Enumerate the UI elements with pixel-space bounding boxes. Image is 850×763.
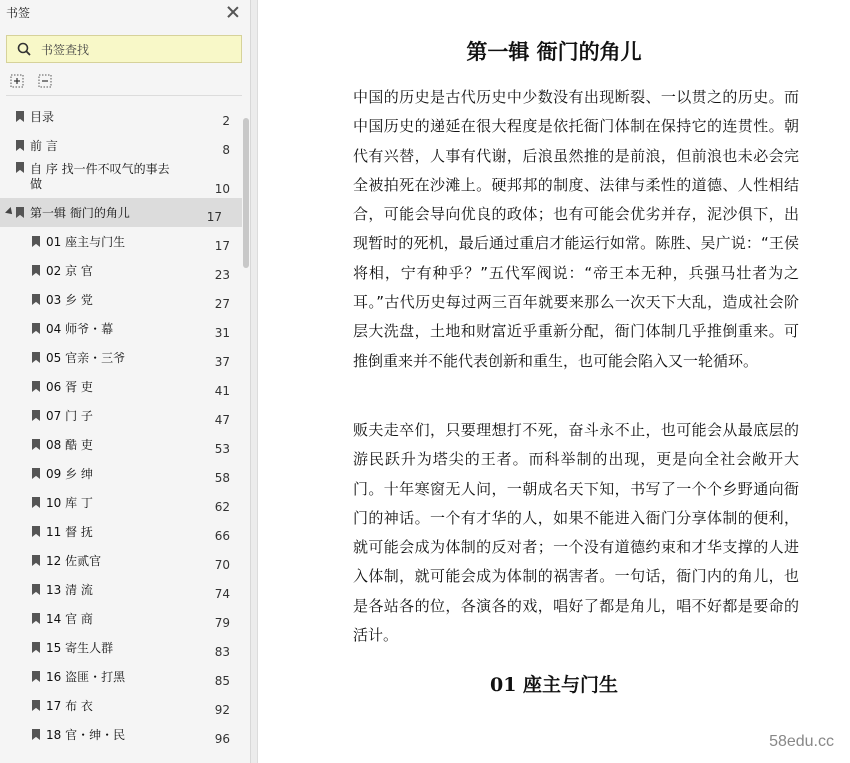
- bookmark-page: 17: [214, 239, 230, 253]
- document-page: [258, 0, 850, 763]
- paragraph-1: 中国的历史是古代历史中少数没有出现断裂、一以贯之的历史。而中国历史的递延在很大程度是依托衙门体制在保持它的连贯性。朝代有兴替，人事有代谢，后浪虽然推的是前浪，但前浪也未必会完全被拍死在沙滩上。硬邦邦的制度、法律与柔性的道德、人性相结合，可能会导向优良的政体；也有可能会优劣并存，泥沙俱下，出现暂时的死机，最后通过重启才能运行如常。陈胜、吴广说：“王侯将相，宁有种乎？”五代军阀说：“帝王本无种，兵强马壮者为之耳。”古代历史每过两三百年就要来那么一次天下大乱，造成社会阶层大洗盘，土地和财富近乎重新分配，衙门体制几乎推倒重来。可推倒重来并不能代表创新和重生，也可能会陷入又一轮循环。: [353, 88, 799, 370]
- bookmark-icon: [32, 410, 40, 421]
- bookmark-item-chapter[interactable]: [0, 662, 250, 691]
- bookmark-page: 62: [214, 500, 230, 514]
- bookmark-page: 37: [214, 355, 230, 369]
- bookmark-item-chapter[interactable]: [0, 459, 250, 488]
- bookmark-label: 第一辑 衙门的角儿: [30, 206, 130, 220]
- bookmark-label: 02 京 官: [46, 264, 93, 278]
- bookmark-label: 17 布 衣: [46, 699, 93, 713]
- bookmark-page: 10: [214, 182, 230, 196]
- bookmark-label: 前 言: [30, 139, 58, 153]
- bookmark-item-preface[interactable]: [0, 131, 250, 160]
- bookmark-page: 66: [214, 529, 230, 543]
- collapse-all-icon[interactable]: [38, 74, 52, 88]
- bookmark-item-chapter[interactable]: [0, 604, 250, 633]
- bookmark-page: 74: [214, 587, 230, 601]
- bookmark-label: 自 序 找一件不叹气的事去做: [30, 162, 170, 191]
- bookmark-label: 07 门 子: [46, 409, 93, 423]
- bookmark-label: 13 清 流: [46, 583, 93, 597]
- bookmark-icon: [32, 555, 40, 566]
- bookmark-icon: [16, 111, 24, 122]
- bookmark-page: 31: [214, 326, 230, 340]
- bookmark-page: 70: [214, 558, 230, 572]
- bookmark-page: 23: [214, 268, 230, 282]
- bookmark-item-chapter[interactable]: [0, 285, 250, 314]
- bookmark-icon: [32, 700, 40, 711]
- bookmark-item-toc[interactable]: [0, 102, 250, 131]
- bookmark-page: 17: [206, 210, 222, 224]
- bookmark-item-chapter[interactable]: [0, 546, 250, 575]
- bookmark-label: 14 官 商: [46, 612, 93, 626]
- bookmark-page: 53: [214, 442, 230, 456]
- bookmark-icon: [32, 294, 40, 305]
- bookmark-icon: [32, 352, 40, 363]
- bookmark-item-part-one[interactable]: [0, 198, 242, 227]
- bookmark-icon: [32, 468, 40, 479]
- bookmark-label: 03 乡 党: [46, 293, 93, 307]
- bookmark-page: 8: [222, 143, 230, 157]
- bookmark-page: 92: [214, 703, 230, 717]
- bookmark-icon: [32, 584, 40, 595]
- bookmark-item-chapter[interactable]: [0, 517, 250, 546]
- bookmark-icon: [32, 265, 40, 276]
- bookmark-item-chapter[interactable]: [0, 633, 250, 662]
- bookmark-label: 12 佐贰官: [46, 554, 102, 568]
- bookmark-icon: [32, 671, 40, 682]
- paragraph-2: 贩夫走卒们，只要理想打不死，奋斗永不止，也可能会从最底层的游民跃升为塔尖的王者。而科举制的出现，更是向全社会敞开大门。十年寒窗无人问，一朝成名天下知，书写了一个个乡野通向衙门的神话。一个有才华的人，如果不能进入衙门分享体制的便利，就可能会成为体制的反对者；一个没有道德约束和才华支撑的人进入体制，就可能会成为体制的祸害者。一句话，衙门内的角儿，也是各站各的位，各演各的戏，唱好了都是角儿，唱不好都是要命的活计。: [353, 421, 799, 645]
- bookmark-label: 05 官亲・三爷: [46, 351, 126, 365]
- bookmark-page: 2: [222, 114, 230, 128]
- bookmark-toolbar: [0, 69, 250, 93]
- bookmark-item-chapter[interactable]: [0, 256, 250, 285]
- bookmark-label: 01 座主与门生: [46, 235, 126, 249]
- bookmark-label: 09 乡 绅: [46, 467, 93, 481]
- bookmark-label: 11 督 抚: [46, 525, 93, 539]
- bookmark-label: 10 库 丁: [46, 496, 93, 510]
- bookmark-page: 96: [214, 732, 230, 746]
- bookmark-item-chapter[interactable]: [0, 227, 250, 256]
- bookmark-item-chapter[interactable]: [0, 488, 250, 517]
- bookmark-icon: [32, 439, 40, 450]
- bookmark-icon: [32, 526, 40, 537]
- bookmark-icon: [32, 497, 40, 508]
- panel-splitter[interactable]: [251, 0, 258, 763]
- bookmark-label: 16 盗匪・打黑: [46, 670, 126, 684]
- toolbar-divider: [6, 95, 242, 96]
- bookmark-item-chapter[interactable]: [0, 343, 250, 372]
- close-icon[interactable]: [226, 5, 240, 19]
- bookmark-icon: [32, 642, 40, 653]
- section-title: 01 座主与门生: [489, 674, 619, 696]
- bookmark-label: 15 寄生人群: [46, 641, 114, 655]
- watermark: 58edu.cc: [769, 733, 834, 750]
- bookmark-panel: [0, 0, 251, 763]
- bookmark-item-chapter[interactable]: [0, 691, 250, 720]
- search-icon: [17, 42, 31, 56]
- bookmark-icon: [16, 140, 24, 151]
- bookmark-icon: [32, 236, 40, 247]
- expand-all-icon[interactable]: [10, 74, 24, 88]
- bookmark-item-chapter[interactable]: [0, 720, 250, 749]
- bookmark-search-placeholder: 书签查找: [41, 42, 90, 57]
- bookmark-icon: [16, 162, 24, 173]
- bookmark-page: 83: [214, 645, 230, 659]
- bookmark-icon: [32, 381, 40, 392]
- bookmark-label: 18 官・绅・民: [46, 728, 126, 742]
- bookmark-icon: [32, 613, 40, 624]
- bookmark-item-chapter[interactable]: [0, 430, 250, 459]
- bookmark-search-input[interactable]: [6, 35, 242, 63]
- bookmark-item-author-preface[interactable]: [0, 160, 250, 198]
- bookmark-label: 06 胥 吏: [46, 380, 93, 394]
- bookmark-label: 08 酷 吏: [46, 438, 93, 452]
- bookmark-list: [0, 102, 250, 749]
- bookmark-page: 85: [214, 674, 230, 688]
- bookmark-scrollbar[interactable]: [243, 118, 249, 268]
- bookmark-page: 58: [214, 471, 230, 485]
- bookmark-item-chapter[interactable]: [0, 372, 250, 401]
- bookmark-page: 79: [214, 616, 230, 630]
- bookmark-panel-header: [0, 0, 250, 24]
- bookmark-page: 41: [214, 384, 230, 398]
- bookmark-label: 04 师爷・幕: [46, 322, 114, 336]
- bookmark-icon: [32, 729, 40, 740]
- bookmark-item-chapter[interactable]: [0, 401, 250, 430]
- bookmark-panel-title: 书签: [6, 5, 31, 20]
- bookmark-label: 目录: [30, 110, 55, 124]
- bookmark-item-chapter[interactable]: [0, 314, 250, 343]
- collapse-arrow-icon[interactable]: [5, 207, 15, 217]
- bookmark-icon: [32, 323, 40, 334]
- bookmark-icon: [16, 207, 24, 218]
- bookmark-page: 27: [214, 297, 230, 311]
- bookmark-item-chapter[interactable]: [0, 575, 250, 604]
- chapter-title: 第一辑 衙门的角儿: [466, 39, 642, 64]
- bookmark-page: 47: [214, 413, 230, 427]
